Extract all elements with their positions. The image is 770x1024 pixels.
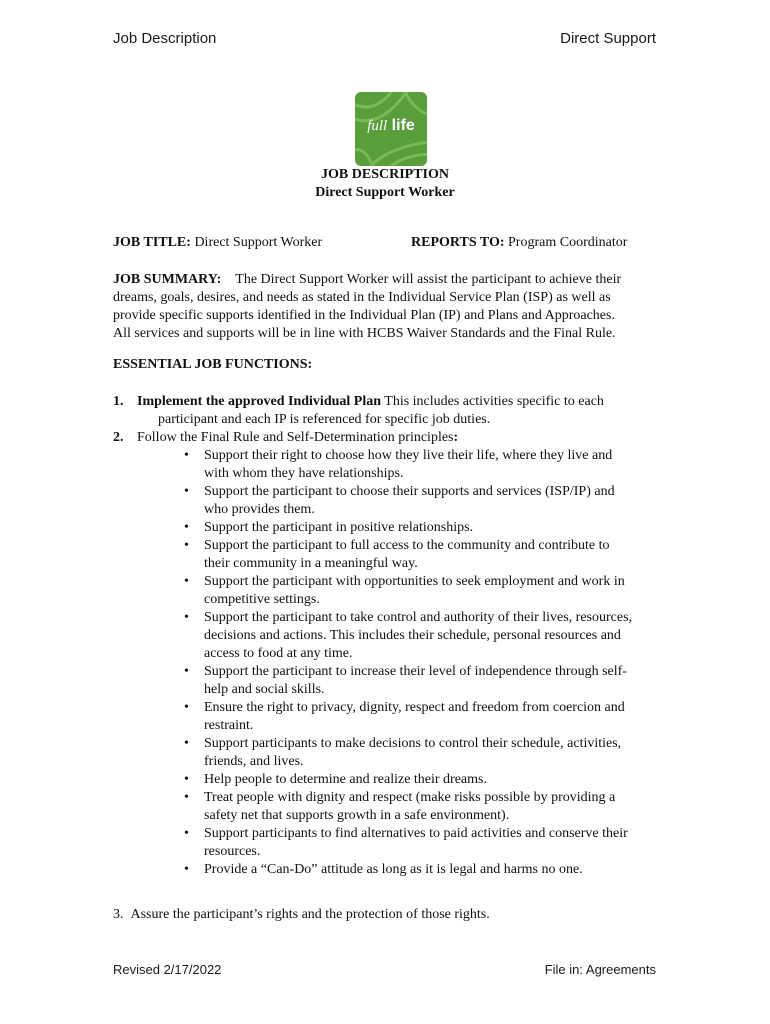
bullet-line: help and social skills. [204, 682, 325, 697]
principle-bullet [184, 771, 673, 789]
header-job-name: Direct Support [560, 30, 656, 47]
principle-bullet [184, 789, 673, 825]
bullet-line: • Support the participant with opportunities to seek employment and work in [204, 574, 625, 589]
item-1-bold: Implement the approved Individual Plan [137, 394, 382, 409]
header-doc-type: Job Description [113, 30, 217, 47]
principle-bullet [184, 519, 673, 537]
bullet-line: who provides them. [204, 502, 315, 517]
bullet-line: • Support the participant to increase their level of independence through self- [204, 664, 627, 679]
bullet-line: access to food at any time. [204, 646, 353, 661]
doc-subtitle: Direct Support Worker [315, 185, 455, 200]
item-2-colon: : [453, 430, 459, 445]
function-item-3 [113, 907, 490, 923]
summary-line: provide specific supports identified in the Individual Plan (IP) and Plans and Approaches. [113, 308, 615, 323]
bullet-line: with whom they have relationships. [204, 466, 404, 481]
bullet-line: • Ensure the right to privacy, dignity, respect and freedom from coercion and [204, 700, 625, 715]
principle-bullet [184, 573, 673, 609]
reports-to-row [411, 235, 627, 251]
item-number: 1. [113, 394, 124, 409]
principle-bullet [184, 447, 673, 483]
reports-to-label: REPORTS TO: [411, 235, 505, 250]
item-number: 3. [113, 907, 124, 922]
bullet-line: • Support the participant to choose their supports and services (ISP/IP) and [204, 484, 615, 499]
reports-to-value: Program Coordinator [508, 235, 628, 250]
function-item-1 [113, 393, 673, 429]
bullet-line: decisions and actions. This includes their schedule, personal resources and [204, 628, 621, 643]
footer-file-in: File in: Agreements [544, 962, 656, 977]
job-summary [113, 271, 673, 343]
bullet-line: • Support the participant in positive relationships. [204, 520, 474, 535]
function-item-2 [113, 429, 673, 447]
bullet-line: restraint. [204, 718, 254, 733]
bullet-line: friends, and lives. [204, 754, 304, 769]
bullet-line: • Support the participant to take control and authority of their lives, resources, [204, 610, 633, 625]
bullet-line: their community in a meaningful way. [204, 556, 418, 571]
bullet-line: • Support participants to find alternatives to paid activities and conserve their [204, 826, 628, 841]
item-1-continued: participant and each IP is referenced for specific job duties. [158, 412, 491, 427]
logo-word-full: full [367, 118, 388, 134]
logo-wordmark [355, 117, 427, 135]
bullet-line: safety net that supports growth in a safe environment). [204, 808, 510, 823]
principle-bullet [184, 537, 673, 573]
essential-functions-heading: ESSENTIAL JOB FUNCTIONS: [113, 357, 313, 372]
summary-line: dreams, goals, desires, and needs as stated in the Individual Service Plan (ISP) as well as [113, 290, 611, 305]
item-3-text: Assure the participant’s rights and the protection of those rights. [130, 907, 490, 922]
principle-bullet [184, 483, 673, 519]
job-title-label: JOB TITLE: [113, 235, 191, 250]
principle-bullet [184, 861, 673, 879]
functions-list [113, 393, 673, 879]
principles-bullet-list [113, 447, 673, 879]
job-title-row [113, 235, 322, 251]
doc-title: JOB DESCRIPTION [321, 167, 449, 182]
bullet-line: • Support participants to make decisions to control their schedule, activities, [204, 736, 622, 751]
principle-bullet [184, 825, 673, 861]
principle-bullet [184, 663, 673, 699]
principle-bullet [184, 609, 673, 663]
bullet-line: resources. [204, 844, 261, 859]
full-life-logo [355, 92, 427, 166]
summary-line: The Direct Support Worker will assist the participant to achieve their [235, 272, 622, 287]
bullet-line: competitive settings. [204, 592, 320, 607]
principle-bullet [184, 699, 673, 735]
item-1-text: This includes activities specific to each [384, 394, 604, 409]
bullet-line: • Support their right to choose how they live their life, where they live and [204, 448, 613, 463]
bullet-line: • Support the participant to full access to the community and contribute to [204, 538, 610, 553]
job-title-value: Direct Support Worker [194, 235, 323, 250]
footer-revised-date: Revised 2/17/2022 [113, 962, 222, 977]
summary-line: All services and supports will be in line with HCBS Waiver Standards and the Final Rule. [113, 326, 616, 341]
logo-word-life: life [391, 117, 415, 134]
bullet-line: • Treat people with dignity and respect (make risks possible by providing a [204, 790, 616, 805]
bullet-line: • Provide a “Can-Do” attitude as long as it is legal and harms no one. [204, 862, 583, 877]
item-number: 2. [113, 430, 124, 445]
job-summary-label: JOB SUMMARY: [113, 272, 222, 287]
principle-bullet [184, 735, 673, 771]
item-2-text: Follow the Final Rule and Self-Determination principles [137, 430, 454, 445]
bullet-line: • Help people to determine and realize their dreams. [204, 772, 487, 787]
